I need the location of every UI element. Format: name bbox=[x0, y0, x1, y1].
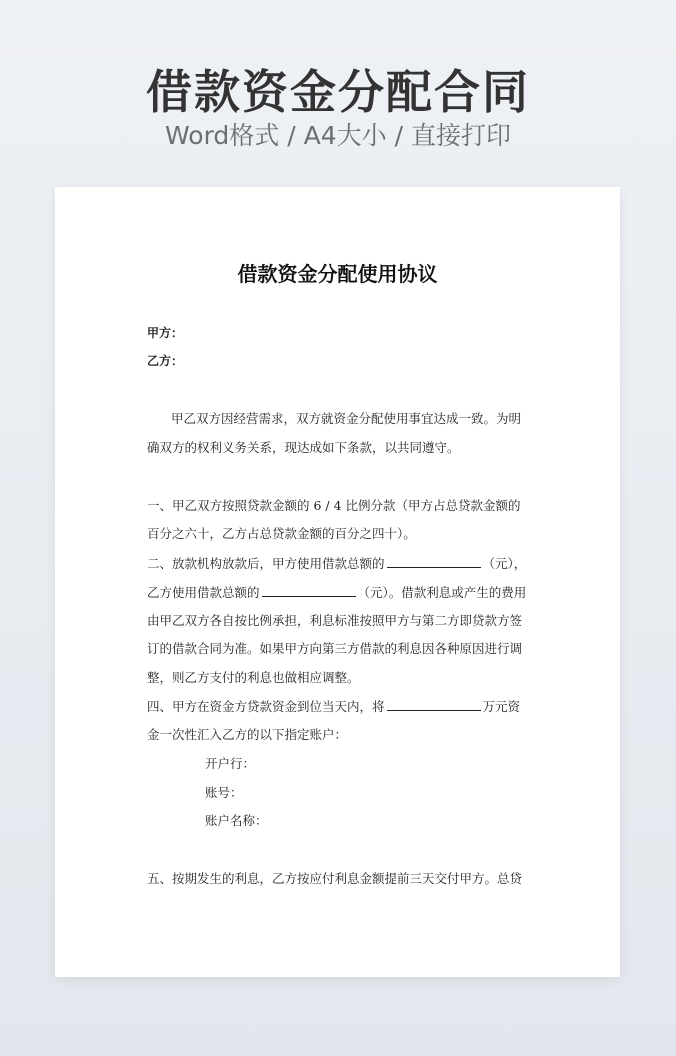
party-b-label: 乙方： bbox=[147, 354, 184, 368]
intro-line-1: 甲乙双方因经营需求，双方就资金分配使用事宜达成一致。为明 bbox=[171, 411, 522, 426]
clause-2-line-4: 订的借款合同为准。如果甲方向第三方借款的利息因各种原因进行调 bbox=[147, 641, 523, 656]
transfer-amount-blank[interactable] bbox=[387, 696, 481, 711]
clause-1-line-1: 一、甲乙双方按照贷款金额的 6 / 4 比例分款（甲方占总贷款金额的 bbox=[147, 498, 521, 513]
clause-2-text-c: 乙方使用借款总额的 bbox=[147, 585, 260, 600]
clause-1-line-2: 百分之六十，乙方占总贷款金额的百分之四十）。 bbox=[147, 526, 416, 541]
clause-5-line-1: 五、按期发生的利息，乙方按应付利息金额提前三天交付甲方。总贷 bbox=[147, 871, 523, 886]
clause-2-line-1 bbox=[147, 553, 526, 574]
party-a-label: 甲方： bbox=[147, 326, 184, 340]
clause-2-line-3: 由甲乙双方各自按比例承担，利息标准按照甲方与第二方即贷款方签 bbox=[147, 613, 523, 628]
clause-4-text-a: 四、甲方在资金方贷款资金到位当天内，将 bbox=[147, 699, 385, 714]
clause-2-line-5: 整，则乙方支付的利息也做相应调整。 bbox=[147, 670, 360, 685]
clause-4-line-1 bbox=[147, 696, 520, 717]
clause-2-text-d: （元）。借款利息或产生的费用 bbox=[357, 585, 527, 600]
banner-title: 借款资金分配合同 bbox=[146, 65, 530, 119]
bank-field-label: 开户行： bbox=[205, 756, 256, 771]
account-name-field-label: 账户名称： bbox=[205, 813, 268, 828]
clause-4-line-2: 金一次性汇入乙方的以下指定账户： bbox=[147, 727, 348, 742]
banner-subtitle: Word格式 / A4大小 / 直接打印 bbox=[165, 121, 511, 150]
clause-2-line-2 bbox=[147, 582, 526, 603]
amount-a-blank[interactable] bbox=[387, 553, 481, 568]
clause-2-text-a: 二、放款机构放款后，甲方使用借款总额的 bbox=[147, 556, 385, 571]
amount-b-blank[interactable] bbox=[262, 582, 356, 597]
account-field-label: 账号： bbox=[205, 785, 243, 800]
clause-2-text-b: （元）， bbox=[482, 556, 527, 571]
clause-4-text-b: 万元资 bbox=[482, 699, 521, 714]
intro-line-2: 确双方的权利义务关系，现达成如下条款，以共同遵守。 bbox=[147, 440, 460, 455]
document-title: 借款资金分配使用协议 bbox=[237, 262, 438, 286]
document-page bbox=[55, 187, 620, 977]
